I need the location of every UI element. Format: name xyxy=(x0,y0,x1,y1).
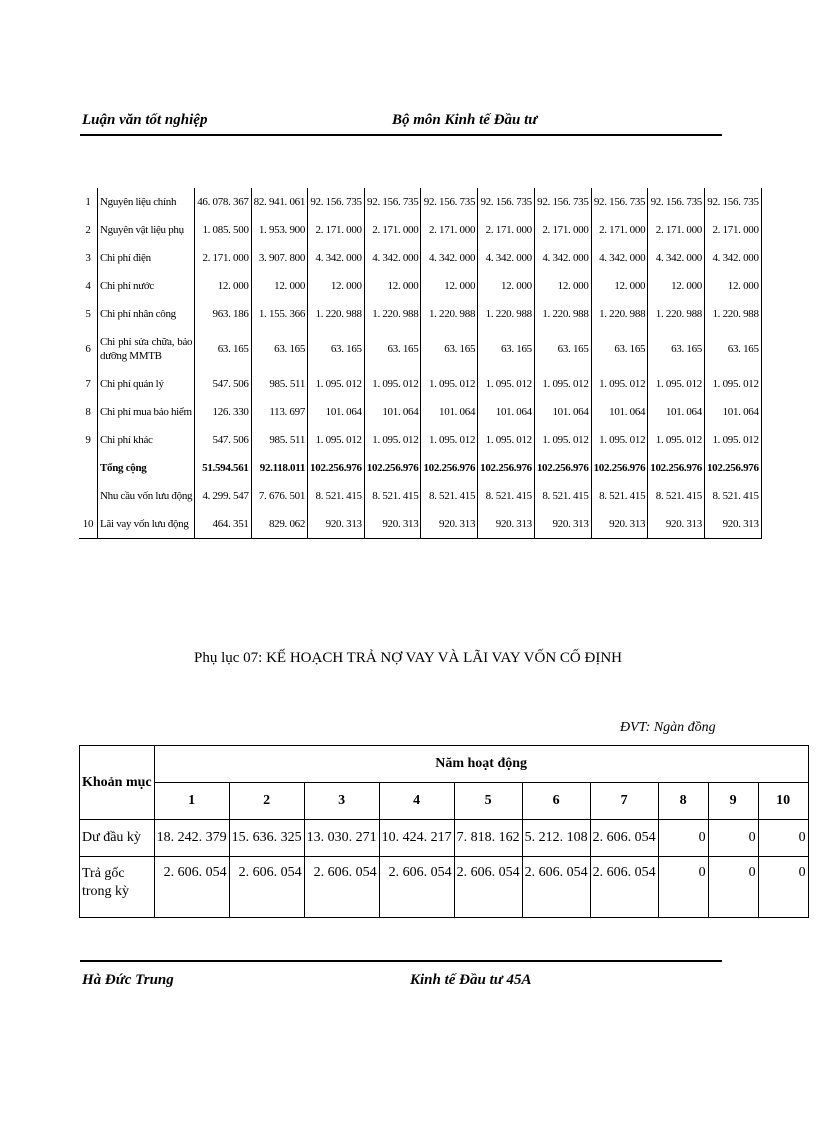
cell-value: 547. 506 xyxy=(195,426,251,454)
table-row xyxy=(79,216,761,244)
cell-value: 0 xyxy=(708,820,758,857)
table-row xyxy=(79,482,761,510)
cell-value: 51.594.561 xyxy=(195,454,251,482)
cell-value: 101. 064 xyxy=(421,398,478,426)
row-number: 8 xyxy=(85,406,91,418)
cell-value: 92. 156. 735 xyxy=(478,188,535,216)
row-number xyxy=(79,454,98,482)
cell-value: 1. 095. 012 xyxy=(364,370,421,398)
cell-value: 102.256.976 xyxy=(704,454,761,482)
cell-value: 12. 000 xyxy=(421,272,478,300)
cell-value: 464. 351 xyxy=(195,510,251,539)
cell-value: 12. 000 xyxy=(308,272,365,300)
cell-value: 92.118.011 xyxy=(251,454,307,482)
cell-value: 1. 095. 012 xyxy=(478,370,535,398)
cell-value: 2. 606. 054 xyxy=(154,857,229,918)
cell-value: 101. 064 xyxy=(591,398,648,426)
cell-value: 920. 313 xyxy=(308,510,365,539)
cell-value: 920. 313 xyxy=(478,510,535,539)
cell-value: 102.256.976 xyxy=(308,454,365,482)
cell-value: 92. 156. 735 xyxy=(308,188,365,216)
cell-value: 101. 064 xyxy=(534,398,591,426)
row-number: 10 xyxy=(79,510,98,539)
cell-value: 8. 521. 415 xyxy=(704,482,761,510)
year-header: 5 xyxy=(454,783,522,820)
cell-value: 4. 342. 000 xyxy=(534,244,591,272)
cell-value: 18. 242. 379 xyxy=(154,820,229,857)
cell-value: 0 xyxy=(708,857,758,918)
cell-value: 4. 342. 000 xyxy=(421,244,478,272)
col-years-header: Năm hoạt động xyxy=(154,746,808,783)
cell-value: 102.256.976 xyxy=(648,454,705,482)
row-number: 4 xyxy=(85,280,91,292)
cell-value: 46. 078. 367 xyxy=(195,188,251,216)
cell-value: 1. 095. 012 xyxy=(704,370,761,398)
cell-value: 1. 953. 900 xyxy=(251,216,307,244)
cell-value: 985. 511 xyxy=(251,426,307,454)
cell-value: 920. 313 xyxy=(364,510,421,539)
cell-value: 8. 521. 415 xyxy=(648,482,705,510)
cell-value: 829. 062 xyxy=(251,510,307,539)
cell-value: 2. 171. 000 xyxy=(704,216,761,244)
year-header: 10 xyxy=(758,783,808,820)
cell-value: 12. 000 xyxy=(704,272,761,300)
cell-value: 92. 156. 735 xyxy=(421,188,478,216)
cell-value: 4. 342. 000 xyxy=(364,244,421,272)
row-number: 6 xyxy=(85,343,91,355)
cell-value: 1. 095. 012 xyxy=(308,370,365,398)
cell-value: 4. 299. 547 xyxy=(195,482,251,510)
cell-value: 4. 342. 000 xyxy=(704,244,761,272)
cell-value: 920. 313 xyxy=(421,510,478,539)
cell-value: 1. 095. 012 xyxy=(421,426,478,454)
cell-value: 63. 165 xyxy=(195,328,251,370)
cell-value: 92. 156. 735 xyxy=(534,188,591,216)
cell-value: 15. 636. 325 xyxy=(229,820,304,857)
cell-value: 113. 697 xyxy=(251,398,307,426)
cell-value: 4. 342. 000 xyxy=(591,244,648,272)
table-row xyxy=(79,398,761,426)
header-left: Luận văn tốt nghiệp xyxy=(82,112,208,128)
cell-value: 2. 606. 054 xyxy=(304,857,379,918)
cell-value: 12. 000 xyxy=(534,272,591,300)
cell-value: 101. 064 xyxy=(478,398,535,426)
cell-value: 1. 220. 988 xyxy=(364,300,421,328)
table-row xyxy=(79,188,761,216)
cell-value: 63. 165 xyxy=(251,328,307,370)
cell-value: 1. 220. 988 xyxy=(704,300,761,328)
row-number: 9 xyxy=(85,434,91,446)
cell-value: 92. 156. 735 xyxy=(591,188,648,216)
cell-value: 8. 521. 415 xyxy=(364,482,421,510)
appendix-title: Phụ lục 07: KẾ HOẠCH TRẢ NỢ VAY VÀ LÃI VAY VỐN CỐ ĐỊNH xyxy=(194,650,622,666)
cell-value: 13. 030. 271 xyxy=(304,820,379,857)
cell-value: 101. 064 xyxy=(648,398,705,426)
cell-value: 0 xyxy=(758,820,808,857)
cell-value: 1. 095. 012 xyxy=(534,370,591,398)
row-label: Nguyên liệu chính xyxy=(98,188,195,216)
table-row xyxy=(79,300,761,328)
cell-value: 102.256.976 xyxy=(364,454,421,482)
year-header: 2 xyxy=(229,783,304,820)
cell-value: 101. 064 xyxy=(308,398,365,426)
cell-value: 1. 095. 012 xyxy=(308,426,365,454)
page-footer xyxy=(80,960,722,992)
table-row xyxy=(80,820,809,857)
table-row xyxy=(79,328,761,370)
cell-value: 1. 220. 988 xyxy=(534,300,591,328)
table-row xyxy=(80,857,809,918)
cell-value: 12. 000 xyxy=(364,272,421,300)
cell-value: 985. 511 xyxy=(251,370,307,398)
cell-value: 1. 220. 988 xyxy=(308,300,365,328)
cell-value: 1. 095. 012 xyxy=(704,426,761,454)
year-header: 7 xyxy=(590,783,658,820)
cell-value: 8. 521. 415 xyxy=(308,482,365,510)
cell-value: 8. 521. 415 xyxy=(478,482,535,510)
cell-value: 2. 606. 054 xyxy=(590,857,658,918)
table-row xyxy=(79,426,761,454)
cell-value: 4. 342. 000 xyxy=(478,244,535,272)
cell-value: 63. 165 xyxy=(308,328,365,370)
year-header: 9 xyxy=(708,783,758,820)
table-row xyxy=(79,510,761,539)
cell-value: 4. 342. 000 xyxy=(308,244,365,272)
row-number: 3 xyxy=(85,252,91,264)
cell-value: 0 xyxy=(658,857,708,918)
cell-value: 102.256.976 xyxy=(534,454,591,482)
cell-value: 63. 165 xyxy=(534,328,591,370)
cell-value: 8. 521. 415 xyxy=(591,482,648,510)
cell-value: 2. 606. 054 xyxy=(454,857,522,918)
year-header: 3 xyxy=(304,783,379,820)
header-right: Bộ môn Kinh tế Đầu tư xyxy=(392,112,538,128)
year-header: 8 xyxy=(658,783,708,820)
cell-value: 2. 171. 000 xyxy=(591,216,648,244)
row-number xyxy=(79,482,98,510)
cell-value: 63. 165 xyxy=(421,328,478,370)
cell-value: 12. 000 xyxy=(648,272,705,300)
cell-value: 4. 342. 000 xyxy=(648,244,705,272)
cell-value: 920. 313 xyxy=(591,510,648,539)
cell-value: 7. 676. 501 xyxy=(251,482,307,510)
cell-value: 920. 313 xyxy=(704,510,761,539)
year-header: 4 xyxy=(379,783,454,820)
footer-right: Kinh tế Đầu tư 45A xyxy=(410,972,532,988)
cell-value: 92. 156. 735 xyxy=(704,188,761,216)
cell-value: 101. 064 xyxy=(364,398,421,426)
cell-value: 920. 313 xyxy=(648,510,705,539)
row-label: Chi phí sửa chữa, bảo dưỡng MMTB xyxy=(98,328,195,370)
cell-value: 63. 165 xyxy=(591,328,648,370)
table-row xyxy=(79,454,761,482)
cell-value: 0 xyxy=(658,820,708,857)
cell-value: 12. 000 xyxy=(195,272,251,300)
cell-value: 1. 220. 988 xyxy=(421,300,478,328)
cell-value: 3. 907. 800 xyxy=(251,244,307,272)
cell-value: 2. 171. 000 xyxy=(364,216,421,244)
year-header: 1 xyxy=(154,783,229,820)
row-number: 1 xyxy=(85,196,91,208)
cell-value: 102.256.976 xyxy=(421,454,478,482)
cell-value: 92. 156. 735 xyxy=(364,188,421,216)
year-header: 6 xyxy=(522,783,590,820)
cost-table xyxy=(79,188,762,539)
cell-value: 1. 095. 012 xyxy=(534,426,591,454)
cell-value: 82. 941. 061 xyxy=(251,188,307,216)
cell-value: 1. 095. 012 xyxy=(591,426,648,454)
cell-value: 1. 095. 012 xyxy=(478,426,535,454)
cell-value: 102.256.976 xyxy=(478,454,535,482)
row-label: Chi phí nước xyxy=(98,272,195,300)
row-label: Nhu cầu vốn lưu động xyxy=(98,482,195,510)
cell-value: 1. 095. 012 xyxy=(591,370,648,398)
cell-value: 1. 095. 012 xyxy=(648,370,705,398)
cell-value: 2. 171. 000 xyxy=(648,216,705,244)
row-label: Dư đầu kỳ xyxy=(80,820,155,857)
cell-value: 1. 220. 988 xyxy=(591,300,648,328)
cell-value: 12. 000 xyxy=(478,272,535,300)
cell-value: 5. 212. 108 xyxy=(522,820,590,857)
row-label: Trả gốc trong kỳ xyxy=(80,857,155,918)
cell-value: 547. 506 xyxy=(195,370,251,398)
cell-value: 8. 521. 415 xyxy=(534,482,591,510)
cell-value: 1. 085. 500 xyxy=(195,216,251,244)
cell-value: 963. 186 xyxy=(195,300,251,328)
row-label: Chi phí khác xyxy=(98,426,195,454)
cell-value: 63. 165 xyxy=(704,328,761,370)
row-number: 2 xyxy=(85,224,91,236)
cell-value: 12. 000 xyxy=(251,272,307,300)
row-label: Chi phí điện xyxy=(98,244,195,272)
cell-value: 2. 171. 000 xyxy=(421,216,478,244)
row-label: Chi phí nhân công xyxy=(98,300,195,328)
cell-value: 8. 521. 415 xyxy=(421,482,478,510)
cell-value: 1. 095. 012 xyxy=(648,426,705,454)
cell-value: 126. 330 xyxy=(195,398,251,426)
cell-value: 10. 424. 217 xyxy=(379,820,454,857)
cell-value: 2. 606. 054 xyxy=(229,857,304,918)
row-label: Lãi vay vốn lưu động xyxy=(98,510,195,539)
row-label: Chi phí quản lý xyxy=(98,370,195,398)
cell-value: 2. 171. 000 xyxy=(195,244,251,272)
cell-value: 2. 606. 054 xyxy=(379,857,454,918)
cell-value: 1. 095. 012 xyxy=(421,370,478,398)
row-label: Nguyên vật liệu phụ xyxy=(98,216,195,244)
cell-value: 2. 171. 000 xyxy=(308,216,365,244)
table-row xyxy=(79,272,761,300)
table-row xyxy=(79,244,761,272)
cell-value: 92. 156. 735 xyxy=(648,188,705,216)
cell-value: 1. 220. 988 xyxy=(478,300,535,328)
cell-value: 63. 165 xyxy=(364,328,421,370)
row-label: Chi phí mua bảo hiểm xyxy=(98,398,195,426)
cell-value: 12. 000 xyxy=(591,272,648,300)
page-header xyxy=(80,112,722,136)
cell-value: 102.256.976 xyxy=(591,454,648,482)
cell-value: 1. 155. 366 xyxy=(251,300,307,328)
unit-label: ĐVT: Ngàn đồng xyxy=(620,720,716,735)
cell-value: 2. 171. 000 xyxy=(478,216,535,244)
cell-value: 63. 165 xyxy=(648,328,705,370)
cell-value: 0 xyxy=(758,857,808,918)
row-number: 5 xyxy=(85,308,91,320)
cell-value: 2. 606. 054 xyxy=(522,857,590,918)
row-number: 7 xyxy=(85,378,91,390)
cell-value: 7. 818. 162 xyxy=(454,820,522,857)
cell-value: 1. 095. 012 xyxy=(364,426,421,454)
cell-value: 2. 171. 000 xyxy=(534,216,591,244)
table-row xyxy=(79,370,761,398)
cell-value: 920. 313 xyxy=(534,510,591,539)
loan-table xyxy=(79,745,809,918)
cell-value: 1. 220. 988 xyxy=(648,300,705,328)
cell-value: 63. 165 xyxy=(478,328,535,370)
col-item-header: Khoản mục xyxy=(80,746,155,820)
cell-value: 101. 064 xyxy=(704,398,761,426)
row-label: Tổng cộng xyxy=(98,454,195,482)
cell-value: 2. 606. 054 xyxy=(590,820,658,857)
footer-left: Hà Đức Trung xyxy=(82,972,174,988)
